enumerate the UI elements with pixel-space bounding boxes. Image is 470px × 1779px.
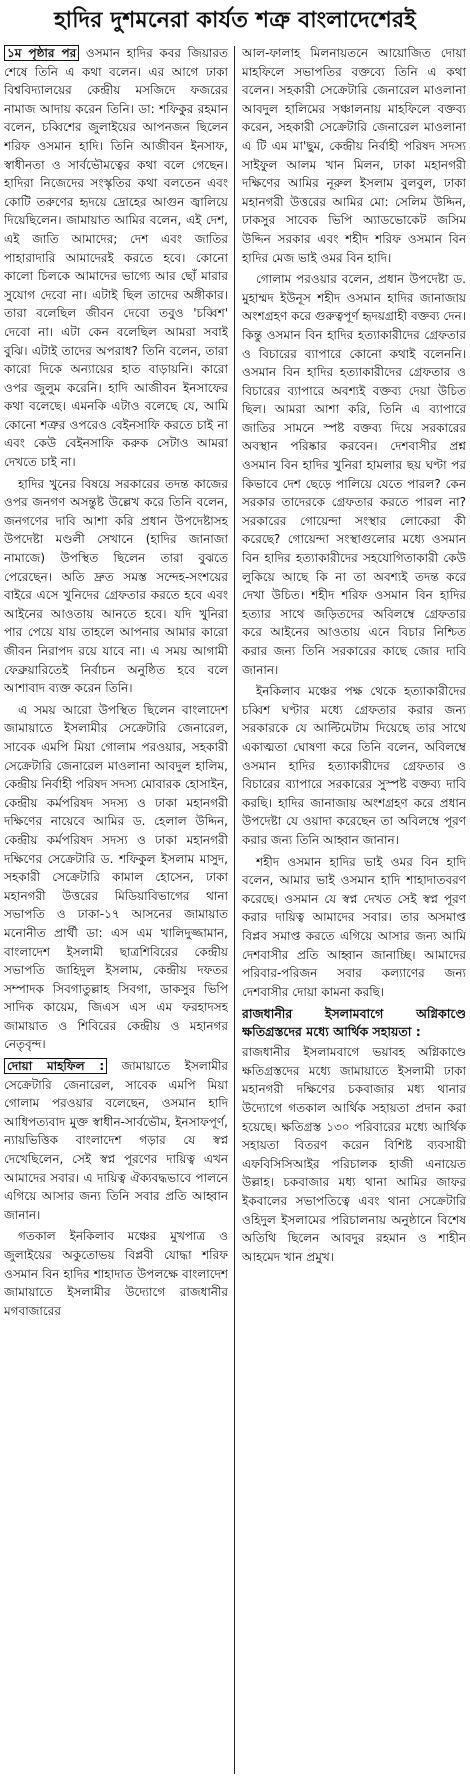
paragraph-10: রাজধানীর ইসলামবাগে ভয়াবহ অগ্নিকাণ্ডে ক্ষতিগ্রস্তদের মধ্যে জামায়াতে ইসলামী ঢাকা মহানগরী দক্ষিণের চকবাজার মধ্য থানার উদ্যোগে গতকাল আর্থিক সহায়তা প্রদান করা হয়েছে। ক্ষতিগ্রস্ত ১৩০ পরিবারের মধ্যে আর্থিক সহায়তা বিতরণ করেন বিশিষ্ট ব্যবসায়ী এফবিসিসিআইর পরিচালক হাজী এনায়েত উল্লাহ। চকবাজার মধ্য থানা আমির জাফর ইকবালের সভাপতিত্বে এবং থানা সেক্রেটারি ওহিদুল ইসলামের পরিচালনায় অনুষ্ঠানে বিশেষ অতিথি ছিলেন আবদুর রহমান ও শাহীন আহমেদ খান প্রমুখ। [242, 1045, 466, 1264]
paragraph-4 [4, 1057, 228, 1224]
continued-label: ১ম পৃষ্ঠার পর [4, 45, 79, 61]
paragraph-5: গতকাল ইনকিলাব মঞ্চের মুখপাত্র ও জুলাইয়ের অকুতোভয় বিপ্লবী যোদ্ধা শরিফ ওসমান বিন হাদির শাহাদাত উপলক্ষে বাংলাদেশ জামায়াতে ইসলামীর উদ্যোগে রাজধানীর মগবাজারের [4, 1229, 228, 1318]
paragraph-2: হাদির খুনের বিষয়ে সরকারের তদন্ত কাজের ওপর জনগণ অসন্তুষ্ট উল্লেখ করে তিনি বলেন, জনগণের দাবি আশা করি প্রধান উপদেষ্টাসহ উপদেষ্টা মণ্ডলী সেখানে (হাদির জানাজা নামাজে) উপস্থিত ছিলেন তারা বুঝতে পেরেছেন। অতি দ্রুত সমস্ত সন্দেহ-সংশয়ের বাইরে এসে খুনিদের গ্রেফতার করতে হবে এবং আইনের আওতায় আনতে হবে। যদি খুনিরা পার পেয়ে যায় তাহলে আপনার আমার কারো জীবন নিরাপদ রয়ে যাবে না। এ সময় আগামী ফেব্রুয়ারিতেই নির্বাচন অনুষ্ঠিত হবে বলে আশাবাদ ব্যক্ত করেন তিনি। [4, 476, 228, 696]
paragraph-6: আল-ফালাহ মিলনায়তনে আয়োজিত দোয়া মাহফিলে সভাপতির বক্তব্যে তিনি এ কথা বলেন। সহকারী সেক্রেটারি জেনারেল মাওলানা আবদুল হালিমের সঞ্চালনায় মাহফিলে বক্তব্য করেন, সহকারী সেক্রেটারি জেনারেল মাওলানা এ টি এম মা'ছুম, কেন্দ্রীয় নির্বাহী পরিষদ সদস্য সাইফুল আলম খান মিলন, ঢাকা মহানগরী দক্ষিণের আমির নূরুল ইসলাম বুলবুল, ঢাকা মহানগরী উত্তরের আমির মো: সেলিম উদ্দিন, ঢাকসুর সাবেক ভিপি অ্যাডভোকেট জসিম উদ্দিন সরকার এবং শহীদ শরিফ ওসমান বিন হাদির মেজ ভাই ওমর বিন হাদি। [242, 46, 466, 265]
article-column-left [4, 44, 228, 1772]
doa-mahfil-label: দোয়া মাহফিল : [4, 1058, 107, 1074]
headline: হাদির দুশমনেরা কার্যত শত্রু বাংলাদেশেরই [54, 8, 416, 33]
article-column-right [242, 44, 466, 1772]
paragraph-3: এ সময় আরো উপস্থিত ছিলেন বাংলাদেশ জামায়াতে ইসলামীর সেক্রেটারি জেনারেল, সাবেক এমপি মিয়া গোলাম পরওয়ার, সহকারী সেক্রেটারি জেনারেল মাওলানা আবদুল হালিম, কেন্দ্রীয় নির্বাহী পরিষদ সদস্য মোবারক হোসাইন, কেন্দ্রীয় কর্মপরিষদ সদস্য ও ঢাকা মহানগরী দক্ষিণের নায়েবে আমির ড. হেলাল উদ্দিন, কেন্দ্রীয় কর্মপরিষদ সদস্য ও ঢাকা মহানগরী দক্ষিণের সেক্রেটারি ড. শফিকুল ইসলাম মাসুদ, সহকারী সেক্রেটারি কামাল হোসেন, ঢাকা মহানগরী উত্তরের মিডিয়াবিভাগের থানা সভাপতি ও ঢাকা-১৭ আসনের জামায়াত মনোনীত প্রার্থী ডা: এস এম খালিদুজ্জামান, বাংলাদেশ ইসলামী ছাত্রশিবিরের কেন্দ্রীয় সভাপতি জাহিদুল ইসলাম, কেন্দ্রীয় দফতর সম্পাদক সিবগাতুল্লাহ সিবগা, ডাকসুর ভিপি সাদিক কায়েম, জিএস এস এম ফরহাদসহ জামায়াত ও শিবিরের কেন্দ্রীয় ও মহানগর নেতৃবৃন্দ। [4, 702, 228, 1052]
paragraph-1-text: ওসমান হাদির কবর জিয়ারত শেষে তিনি এ কথা বলেন। এর আগে ঢাকা বিশ্ববিদ্যালয়ের কেন্দ্রীয় মসজিদে ফজরের নামাজ আদায় করেন তিনি। ডা: শফিকুর রহমান বলেন, চব্বিশের জুলাইয়ের আপনজন ছিলেন শরিফ ওসমান হাদি। তিনি আজীবন ইনসাফ, স্বাধীনতা ও সার্বভৌমত্বের কথা বলে গেছেন। হাদিরা নিজেদের সংস্কৃতির কথা বলতেন এবং কোটি তরুণের হৃদয়ে দ্রোহের আগুন জ্বালিয়ে দিয়েছিলেন। জামায়াত আমির বলেন, এই দেশ, এই জাতি আমাদের; দেশ এবং জাতির পাহারাদারি আমাদেরই করতে হবে। কোনো কালো চিলকে আমাদের ভাগ্যে আর ছোঁ মারার সুযোগ দেবো না। এটাই ছিল তাদের অঙ্গীকার। তারা বলেছিল জীবন দেবো তবুও 'চব্বিশ' দেবো না। এটা কেন বলেছিল আমরা সবাই বুঝি। এটাই তাদের অপরাধ? তিনি বলেন, তারা কারো দিকে অন্যায়ের হাত বাড়ায়নি। কারো ওপর জুলুম করেনি। হাদি আজীবন ইনসাফের কথা বলেছে। এমনকি এটাও বলেছে যে, আমি কোনো শত্রুর ওপরেও বেইনসাফি করতে চাই না এবং কেউ বেইনসাফি করুক সেটাও আমরা দেখতে চাই না। [4, 46, 228, 470]
paragraph-9: শহীদ ওসমান হাদির ভাই ওমর বিন হাদি বলেন, আমার ভাই ওসমান হাদি শাহাদাতবরণ করেছে। ওসমান যে স্বপ্ন দেখত সেই স্বপ্ন পূরণ করার দায়িত্ব আমাদের সবার। তার অসমাপ্ত বিপ্লব সমাপ্ত করতে এগিয়ে আসার জন্য আমি দেশবাসীর প্রতি আহ্বান জানাচ্ছি। আমাদের পরিবার-পরিজন সবার কল্যাণের জন্য দেশবাসীর দোয়া কামনা করছি। [242, 854, 466, 999]
subheading-islambagh: রাজধানীর ইসলামবাগে অগ্নিকাণ্ডে ক্ষতিগ্রস্তদের মধ্যে আর্থিক সহায়তা : [242, 1006, 466, 1040]
paragraph-8: ইনকিলাব মঞ্চের পক্ষ থেকে হত্যাকারীদের চব্বিশ ঘণ্টার মধ্যে গ্রেফতার করার জন্য সরকারকে যে আল্টিমেটাম দিয়েছে তার সাথে একাত্মতা ঘোষণা করে তিনি বলেন, অবিলম্বে ওসমান হাদির হত্যাকারীদের গ্রেফতার ও বিচারের ব্যাপারে সরকারের সুস্পষ্ট বক্তব্য দাবি করছি। হাদির জানাজায় অংশগ্রহণ করে প্রধান উপদেষ্টা যে ওয়াদা করেছেন তা অবিলম্বে পূরণ করার জন্য তিনি আহ্বান জানান। [242, 684, 466, 847]
paragraph-1 [4, 44, 228, 472]
paragraph-7: গোলাম পরওয়ার বলেন, প্রধান উপদেষ্টা ড. মুহাম্মদ ইউনূস শহীদ ওসমান হাদির জানাজায় অংশগ্রহণ করে গুরুত্বপূর্ণ হৃদয়গ্রাহী বক্তব্য দেন। কিন্তু ওসমান বিন হাদির হত্যাকারীদের গ্রেফতার ও বিচারের ব্যাপারে কোনো কথাই বলেননি। ওসমান বিন হাদির হত্যাকারীদের গ্রেফতার ও বিচারের ব্যাপারে অবশ্যই বক্তব্য দেয়া উচিত ছিল। আমরা আশা করি, তিনি এ ব্যাপারে জাতির সামনে স্পষ্ট বক্তব্য দিয়ে সরকারের অবস্থান পরিষ্কার করবেন। দেশবাসীর প্রশ্ন ওসমান বিন হাদির খুনিরা হামলার ছয় ঘণ্টা পর কিভাবে দেশ ছেড়ে পালিয়ে যেতে পারল? কেন সরকার তাদেরকে গ্রেফতার করতে পারল না? সরকারের গোয়েন্দা সংস্থার লোকেরা কী করেছে? গোয়েন্দা সংস্থাগুলোর মধ্যে ওসমান বিন হাদির হত্যাকারীদের সহযোগিতাকারী কেউ লুকিয়ে আছে কি না তা অবশ্যই তদন্ত করে দেখা উচিত। শহীদ শরিফ ওসমান বিন হাদির হত্যার সাথে জড়িতদের অবিলম্বে গ্রেফতার করে আইনের আওতায় এনে বিচার নিশ্চিত করার জন্য তিনি সরকারের কাছে জোর দাবি জানান। [242, 272, 466, 677]
paragraph-4-text: জামায়াতে ইসলামীর সেক্রেটারি জেনারেল, সাবেক এমপি মিয়া গোলাম পরওয়ার বলেছেন, ওসমান হাদি আধিপত্যবাদ মুক্ত স্বাধীন-সার্বভৌম, ইনসাফপূর্ণ, ন্যায়ভিত্তিক বাংলাদেশ গড়ার যে স্বপ্ন দেখেছিলেন, সেই স্বপ্ন পূরণের দায়িত্ব এখন আমাদের সবার। এ দায়িত্ব ঐক্যবদ্ধভাবে পালনে এগিয়ে আসার জন্য তিনি সবার প্রতি আহ্বান জানান। [4, 1059, 228, 1222]
column-divider [234, 46, 235, 1774]
